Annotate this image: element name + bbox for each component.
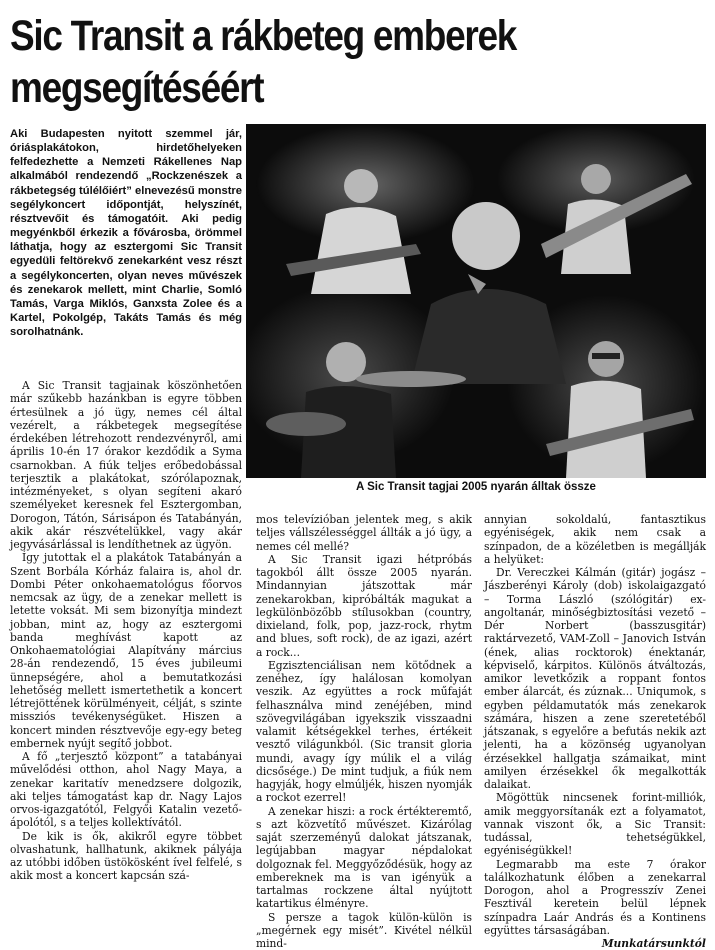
article-column-1	[10, 379, 242, 883]
headline-line-2: megsegítéséért	[10, 62, 612, 114]
paragraph: annyian sokoldalú, fantasztikus egyéniségek, akik nem csak a színpadon, de a közéletben is megállják a helyüket:	[484, 513, 706, 566]
paragraph: Így jutottak el a plakátok Tatabányán a Szent Borbála Kórház falaira is, ahol dr. Dombi Péter onkohaematológus főorvos nemcsak az ügy, de a zenekar mellett is letette voksát. Mi sem bizonyítja mindezt jobban, mint az, hogy az esztergomi banda meghívást kapott az Onkohaematológiai Alapítvány március 28-án rendezendő, 15 éves jubileumi ünnepségére, ahol a bemutatkozási lehetőség mellett ismertethetik a koncert létrejöttének körülményeit, célját, s szinte missziós tevékenységüket. Hiszen a koncert minden résztvevője egy-egy beteg embernek nyújt segítő jobbot.	[10, 551, 242, 750]
article-column-3	[484, 513, 706, 950]
paragraph: S persze a tagok külön-külön is „megérnek egy misét”. Kivétel nélkül mind-	[256, 911, 472, 950]
paragraph: Dr. Vereczkei Kálmán (gitár) jogász – Jászberényi Károly (dob) iskolaigazgató – Torma László (szólógitár) ex-angoltanár, minőségbiztosítási vezető – Dér Norbert (basszusgitár) raktárvezető, VAM-Zoll – Janovich István (ének, alias rocktorok) énektanár, képviselő, kárpitos. Különös átváltozás, amikor levetkőzik a roppant fontos ember álarcát, és zúznak... Uniqumok, s egyben példamutatók más zenekarok számára, hiszen a zene szeretetéből játszanak, s egyelőre a befutás nekik azt jelenti, ha a közönség ugyanolyan érzésekkel hallgatja számaikat, mint amilyen érzésekkel ők megalkották dalaikat.	[484, 566, 706, 791]
paragraph: mos televízióban jelentek meg, s akik teljes vállszélességgel állták a jó ügy, a nemes cél mellé?	[256, 513, 472, 553]
band-photo	[246, 124, 706, 478]
paragraph: A Sic Transit igazi hétpróbás tagokból állt össze 2005 nyarán. Mindannyian játszottak már zenekarokban, kipróbálták magukat a legkülönbözőbb stílusokban (country, dixieland, folk, pop, jazz-rock, rhytm and blues, soft rock), de az igazi, azért a rock...	[256, 553, 472, 659]
paragraph: De kik is ők, akikről egyre többet olvashatunk, hallhatunk, akiknek pályája az utóbbi időben üstökösként ível felfelé, s akik most a koncert kapcsán szá-	[10, 830, 242, 883]
paragraph: Egzisztenciálisan nem kötődnek a zenéhez, így halálosan komolyan veszik. Az együttes a rock műfaját felhasználva mind zenéjében, mind szövegvilágában igyekszik visszaadni valamit kétségekkel terhes, értékeit vesztő világunkból. (Sic transit gloria mundi, avagy így múlik el a világ dicsősége.) De mint tudjuk, a fiúk nem hagyják, hogy elmúljék, hiszen nyomják a rockot ezerrel!	[256, 659, 472, 805]
headline-line-1: Sic Transit a rákbeteg emberek	[10, 10, 612, 62]
article-column-2	[256, 513, 472, 950]
band-photo-illustration	[246, 124, 706, 478]
photo-caption: A Sic Transit tagjai 2005 nyarán álltak össze	[246, 481, 706, 493]
article-headline	[10, 10, 612, 114]
paragraph: A Sic Transit tagjainak köszönhetően már szűkebb hazánkban is egyre többen értesülnek a jó ügy, nemes cél által vezérelt, a rákbetegek megsegítése érdekében létrehozott rendezvényről, ami április 10-én 17 órakor kezdődik a Syma csarnokban. A fiúk teljes erőbedobással terjesztik a plakátokat, szórólapoznak, intézményeket, s olyan segíteni akaró személyeket keresnek fel Esztergomban, Dorogon, Tátón, Sárisápon és Tatabányán, akik akár részvételükkel, vagy akár jegyvásárlással is lendíthetnek az ügyön.	[10, 379, 242, 551]
paragraph: Mögöttük nincsenek forint-milliók, amik meggyorsítanák ezt a folyamatot, vannak viszont ők, a Sic Transit: tudással, tehetségükkel, egyéniségükkel!	[484, 791, 706, 857]
paragraph: Legmarabb ma este 7 órakor találkozhatunk élőben a zenekarral Dorogon, ahol a Progresszív Zenei Fesztivál keretein belül lépnek színpadra Laár András és a Kontinens együttes társaságában.	[484, 858, 706, 938]
paragraph: A fő „terjesztő központ” a tatabányai művelődési otthon, ahol Nagy Maya, a zenekar karitatív menedzsere dolgozik, aki teljes támogatást kap dr. Nagy Lajos orvos-igazgatótól, Felgyői Katalin vezető-ápolótól, s a teljes kollektívától.	[10, 750, 242, 830]
lead-paragraph: Aki Budapesten nyitott szemmel jár, óriásplakátokon, hirdetőhelyeken felfedezhette a Nemzeti Rákellenes Nap alkalmából rendezendő „Rockzenészek a rákbetegség túlélőiért” elnevezésű monstre segélykoncert időpontját, helyszínét, résztvevőit és támogatóit. Aki pedig megyénkből érkezik a fővárosba, örömmel láthatja, hogy az esztergomi Sic Transit egyedüli feltörekvő zenekarként vesz részt a segélykoncerten, olyan neves művészek és zenekarok mellett, mint Charlie, Somló Tamás, Varga Miklós, Ganxsta Zolee és a Kartel, Pokolgép, Takáts Tamás és még sorolhatnánk.	[10, 127, 242, 339]
paragraph: A zenekar hiszi: a rock értékteremtő, s azt közvetítő művészet. Kizárólag saját szerzeményű dalokat játszanak, legújabban magyar népdalokat dolgoznak fel. Meggyőződésük, hogy az embereknek ma is van igényük a tartalmas rockzene által nyújtott katartikus élményre.	[256, 805, 472, 911]
author-signature: Munkatársunktól	[484, 937, 706, 950]
